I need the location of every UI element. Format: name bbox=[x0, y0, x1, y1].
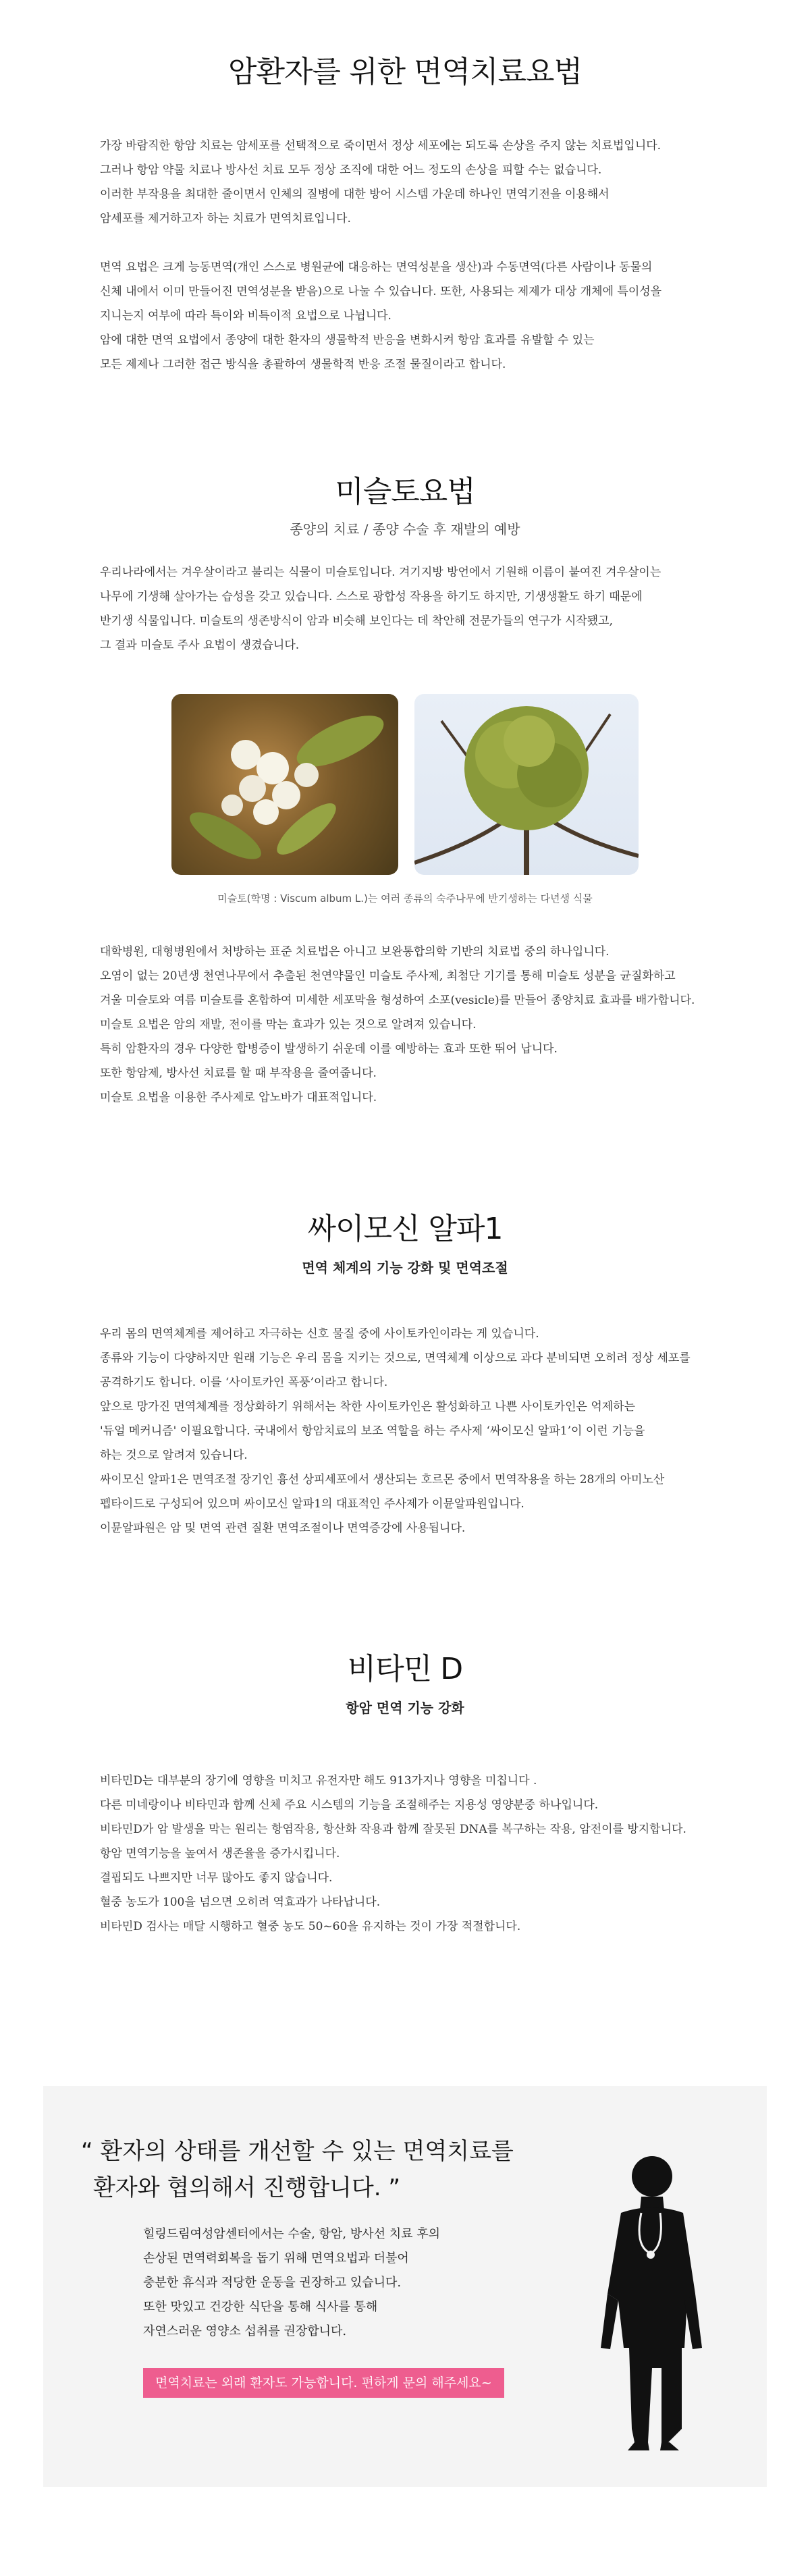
mistletoe-detail-line: 미슬토 요법은 암의 재발, 전이를 막는 효과가 있는 것으로 알려져 있습니다. bbox=[100, 1018, 477, 1031]
thymosin-text bbox=[100, 1322, 734, 1540]
mistletoe-detail-line: 대학병원, 대형병원에서 처방하는 표준 치료법은 아니고 보완통합의학 기반의 치료법 중의 하나입니다. bbox=[100, 945, 610, 959]
vitamin-d-title: 비타민 D bbox=[347, 1652, 463, 1686]
intro-line: 암에 대한 면역 요법에서 종양에 대한 환자의 생물학적 반응을 변화시켜 항암 효과를 유발할 수 있는 bbox=[100, 333, 595, 347]
closing-body-line: 자연스러운 영양소 섭취를 권장합니다. bbox=[143, 2324, 347, 2338]
thymosin-line: 이뮨알파원은 암 및 면역 관련 질환 면역조절이나 면역증강에 사용됩니다. bbox=[100, 1522, 466, 1535]
closing-body-line: 충분한 휴식과 적당한 운동을 권장하고 있습니다. bbox=[143, 2276, 402, 2290]
mistletoe-detail-line: 특히 암환자의 경우 다양한 합병증이 발생하기 쉬운데 이를 예방하는 효과 또한 뛰어 납니다. bbox=[100, 1042, 558, 1056]
mistletoe-intro bbox=[100, 560, 734, 658]
photo-caption: 미슬토(학명 : Viscum album L.)는 여러 종류의 숙주나무에 반기생하는 다년생 식물 bbox=[217, 892, 593, 905]
intro-line: 암세포를 제거하고자 하는 치료가 면역치료입니다. bbox=[100, 212, 351, 225]
mistletoe-berry-photo bbox=[171, 694, 398, 875]
page-title: 암환자를 위한 면역치료요법 bbox=[227, 55, 583, 89]
mistletoe-line: 나무에 기생해 살아가는 습성을 갖고 있습니다. 스스로 광합성 작용을 하기도 하지만, 기생생활도 하기 때문에 bbox=[100, 590, 643, 603]
thymosin-line: 하는 것으로 알려져 있습니다. bbox=[100, 1449, 248, 1462]
vitamin-d-line: 항암 면역기능을 높여서 생존율을 증가시킵니다. bbox=[100, 1847, 340, 1860]
thymosin-line: 종류와 기능이 다양하지만 원래 기능은 우리 몸을 지키는 것으로, 면역체계 이상으로 과다 분비되면 오히려 정상 세포를 bbox=[100, 1351, 691, 1365]
intro-line: 이러한 부작용을 최대한 줄이면서 인체의 질병에 대한 방어 시스템 가운데 하나인 면역기전을 이용해서 bbox=[100, 188, 610, 201]
thymosin-line: 공격하기도 합니다. 이를 ‘사이토카인 폭풍’이라고 합니다. bbox=[100, 1376, 388, 1389]
thymosin-line: 앞으로 망가진 면역체계를 정상화하기 위해서는 착한 사이토카인은 활성화하고 나쁜 사이토카인은 억제하는 bbox=[100, 1400, 636, 1414]
intro-line: 모든 제제나 그러한 접근 방식을 총괄하여 생물학적 반응 조절 물질이라고 합니다. bbox=[100, 358, 506, 371]
mistletoe-line: 그 결과 미슬토 주사 요법이 생겼습니다. bbox=[100, 639, 300, 652]
closing-body-line: 힐링드림여성암센터에서는 수술, 항암, 방사선 치료 후의 bbox=[143, 2227, 440, 2241]
vitamin-d-line: 다른 미네랑이나 비타민과 함께 신체 주요 시스템의 기능을 조절해주는 지용성 영양분중 하나입니다. bbox=[100, 1798, 599, 1812]
vitamin-d-text bbox=[100, 1769, 734, 1939]
intro-line bbox=[100, 231, 734, 255]
mistletoe-detail-line: 미슬토 요법을 이용한 주사제로 압노바가 대표적입니다. bbox=[100, 1091, 377, 1104]
contact-banner: 면역치료는 외래 환자도 가능합니다. 편하게 문의 해주세요~ bbox=[143, 2368, 504, 2398]
mistletoe-tree-photo bbox=[414, 694, 639, 875]
mistletoe-title: 미슬토요법 bbox=[335, 475, 475, 509]
mistletoe-details bbox=[100, 940, 734, 1110]
vitamin-d-line: 비타민D가 암 발생을 막는 원리는 항염작용, 항산화 작용과 함께 잘못된 DNA를 복구하는 작용, 암전이를 방지합니다. bbox=[100, 1823, 686, 1836]
intro-line: 신체 내에서 이미 만들어진 면역성분을 받음)으로 나눌 수 있습니다. 또한, 사용되는 제제가 대상 개체에 특이성을 bbox=[100, 285, 662, 298]
doctor-silhouette bbox=[594, 2145, 709, 2453]
thymosin-line: 우리 몸의 면역체계를 제어하고 자극하는 신호 물질 중에 사이토카인이라는 게 있습니다. bbox=[100, 1327, 539, 1341]
thymosin-line: 싸이모신 알파1은 면역조절 장기인 흉선 상피세포에서 생산되는 호르몬 중에서 면역작용을 하는 28개의 아미노산 bbox=[100, 1473, 665, 1486]
intro-line: 면역 요법은 크게 능동면역(개인 스스로 병원균에 대응하는 면역성분을 생산)과 수동면역(다른 사람이나 동물의 bbox=[100, 261, 653, 274]
thymosin-subtitle: 면역 체계의 기능 강화 및 면역조절 bbox=[302, 1260, 508, 1276]
vitamin-d-line: 비타민D 검사는 매달 시행하고 혈중 농도 50~60을 유지하는 것이 가장 적절합니다. bbox=[100, 1920, 521, 1933]
mistletoe-detail-line: 또한 항암제, 방사선 치료를 할 때 부작용을 줄여줍니다. bbox=[100, 1067, 377, 1080]
closing-body-line: 손상된 면역력회복을 돕기 위해 면역요법과 더불어 bbox=[143, 2251, 409, 2265]
mistletoe-line: 우리나라에서는 겨우살이라고 불리는 식물이 미슬토입니다. 겨기지방 방언에서 기원해 이름이 붙여진 겨우살이는 bbox=[100, 566, 662, 579]
vitamin-d-line: 비타민D는 대부분의 장기에 영향을 미치고 유전자만 해도 913가지나 영향을 미칩니다 . bbox=[100, 1774, 537, 1788]
closing-quote-line: “ 환자의 상태를 개선할 수 있는 면역치료를 bbox=[81, 2138, 514, 2165]
vitamin-d-line: 결핍되도 나쁘지만 너무 많아도 좋지 않습니다. bbox=[100, 1871, 333, 1885]
thymosin-line: 펩타이드로 구성되어 있으며 싸이모신 알파1의 대표적인 주사제가 이뮨알파원입니다. bbox=[100, 1497, 524, 1511]
closing-quote-line: 환자와 협의해서 진행합니다. ” bbox=[93, 2174, 400, 2201]
intro-line: 가장 바람직한 항암 치료는 암세포를 선택적으로 죽이면서 정상 세포에는 되도록 손상을 주지 않는 치료법입니다. bbox=[100, 139, 662, 153]
thymosin-line: '듀얼 메커니즘' 이필요합니다. 국내에서 항암치료의 보조 역할을 하는 주사제 ‘싸이모신 알파1’이 이런 기능을 bbox=[100, 1424, 645, 1438]
intro-text bbox=[100, 134, 734, 377]
closing-body bbox=[143, 2222, 575, 2344]
mistletoe-line: 반기생 식물입니다. 미슬토의 생존방식이 암과 비슷해 보인다는 데 착안해 전문가들의 연구가 시작됐고, bbox=[100, 614, 613, 628]
vitamin-d-subtitle: 항암 면역 기능 강화 bbox=[346, 1700, 464, 1716]
mistletoe-detail-line: 오염이 없는 20년생 천연나무에서 추출된 천연약물인 미슬토 주사제, 최첨단 기기를 통해 미슬토 성분을 균질화하고 bbox=[100, 969, 676, 983]
mistletoe-subtitle: 종양의 치료 / 종양 수술 후 재발의 예방 bbox=[290, 521, 520, 537]
intro-line: 지니는지 여부에 따라 특이와 비특이적 요법으로 나뉩니다. bbox=[100, 309, 392, 323]
vitamin-d-line: 혈중 농도가 100을 넘으면 오히려 역효과가 나타납니다. bbox=[100, 1896, 381, 1909]
closing-quote bbox=[81, 2133, 567, 2206]
intro-line: 그러나 항암 약물 치료나 방사선 치료 모두 정상 조직에 대한 어느 정도의 손상을 피할 수는 없습니다. bbox=[100, 163, 602, 177]
mistletoe-detail-line: 겨울 미슬토와 여름 미슬토를 혼합하여 미세한 세포막을 형성하여 소포(vesicle)를 만들어 종양치료 효과를 배가합니다. bbox=[100, 994, 695, 1007]
closing-body-line: 또한 맛있고 건강한 식단을 통해 식사를 통해 bbox=[143, 2300, 378, 2314]
thymosin-title: 싸이모신 알파1 bbox=[307, 1212, 503, 1246]
